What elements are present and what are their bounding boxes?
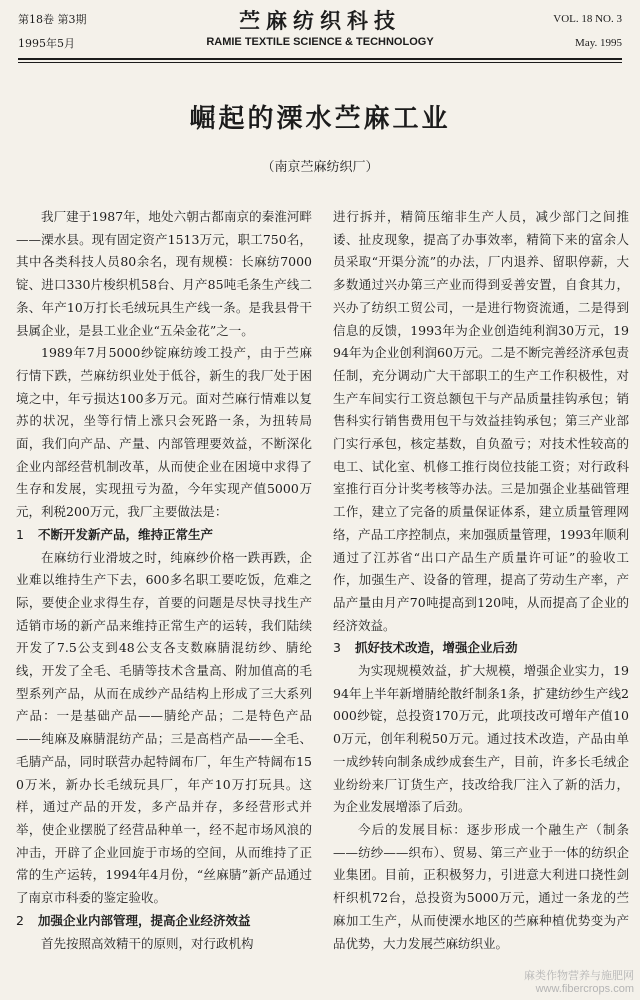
watermark-site-name: 麻类作物营养与施肥网 xyxy=(524,970,634,982)
section-heading xyxy=(333,637,629,660)
section-heading-text: 抓好技术改造，增强企业后劲 xyxy=(355,640,518,656)
volume-issue-en: VOL. 18 NO. 3 xyxy=(553,13,622,25)
header-rule-thin xyxy=(18,62,622,63)
article-column-right xyxy=(333,206,629,955)
body-paragraph: 我厂建于1987年，地处六朝古都南京的秦淮河畔——溧水县。现有固定资产1513万元，职工750名，其中各类科技人员80余名，现有规模：长麻纺7000锭、进口330片梭织机58台、月产85吨毛条生产线二条、年产10万打长毛绒玩具生产线一条。是我县骨干县属企业，是县工业企业“五朵金花”之一。 xyxy=(16,209,312,338)
body-paragraph: 今后的发展目标：逐步形成一个融生产（制条——纺纱——织布）、贸易、第三产业于一体的纺织企业集团。目前，正积极努力，引进意大利进口挠性剑杆织机72台，总投资为5000万元，通过一条龙的苎麻加工生产，从而使溧水地区的苎麻种植优势变为产品优势，大力发展苎麻纺织业。 xyxy=(333,821,629,951)
article-author: （南京苎麻纺织厂） xyxy=(261,160,379,175)
body-paragraph: 进行拆并，精简压缩非生产人员，减少部门之间推诿、扯皮现象，提高了办事效率，精简下来的富余人员采取“开渠分流”的办法，厂内退养、留职停薪，大多数通过兴办第三产业而得到妥善安置，自食其力，兴办了纺织工贸公司，一是进行物资流通，二是得到信息的反馈，1993年为企业创造纯利润30万元，1994年为企业创利润60万元。二是不断完善经济承包责任制，充分调动广大干部职工的生产工作积极性，对生产车间实行工资总额包干与产品质量挂钩承包；销售科实行销售费用包干与效益挂钩承包；第三产业部门实行承包，核定基数，自负盈亏；对技术性较高的电工、试化室、机修工推行岗位技能工资；对行政科室推行百分计奖考核等办法。三是加强企业基础管理工作，建立了完备的质量保证体系，建立质量管理网络，产品工序控制点，来加强质量管理，1993年顺利通过了江苏省“出口产品生产质量许可证”的验收工作，加强生产、设备的管理，提高了劳动生产率，产品产量由月产70吨提高到120吨，从而提高了企业的经济效益。 xyxy=(333,209,629,633)
watermark-url: www.fibercrops.com xyxy=(535,983,634,995)
section-number: 1 xyxy=(16,526,24,542)
body-paragraph: 1989年7月5000纱锭麻纺竣工投产，由于苎麻行情下跌，苎麻纺织业处于低谷，新生的我厂处于困境之中，年亏损达100多万元。面对苎麻行情难以复苏的状况，坐等行情上涨只会死路一条，为扭转局面，我们向产品、产量、内部管理要效益，不断深化企业内部经营机制改革，从而使企业在困境中求得了生存和发展，实现扭亏为盈，今年实现产值5000万元，利税200万元，我厂主要做法是： xyxy=(16,345,312,520)
header-rule-thick xyxy=(18,58,622,60)
journal-header xyxy=(0,0,640,72)
journal-title-cn: 苎麻纺织科技 xyxy=(239,8,401,33)
section-heading-text: 加强企业内部管理，提高企业经济效益 xyxy=(38,912,251,928)
site-watermark xyxy=(524,970,634,996)
body-paragraph: 首先按照高效精干的原则，对行政机构 xyxy=(41,935,254,951)
section-heading xyxy=(16,910,312,933)
section-heading xyxy=(16,524,312,547)
body-paragraph: 为实现规模效益，扩大规模，增强企业实力，1994年上半年新增腈纶散纤制条1条，扩建纺纱生产线2000纱锭，总投资170万元，此项技改可增年产值100万元，创年利税50万元。通过技术改造，产品由单一成纱转向制条成纱成套生产，目前，许多长毛绒企业纷纷来厂订货生产，技改给我厂注入了新的活力，为企业发展增添了后劲。 xyxy=(333,663,629,815)
issue-date-cn: 1995年5月 xyxy=(18,37,75,50)
section-heading-text: 不断开发新产品，维持正常生产 xyxy=(38,526,214,542)
article-column-left xyxy=(16,206,312,955)
volume-issue-cn: 第18卷 第3期 xyxy=(18,13,87,26)
section-number: 3 xyxy=(333,640,341,656)
issue-date-en: May. 1995 xyxy=(575,37,622,49)
section-number: 2 xyxy=(16,912,24,928)
journal-title-en: RAMIE TEXTILE SCIENCE & TECHNOLOGY xyxy=(206,36,434,48)
article-title: 崛起的溧水苎麻工业 xyxy=(189,104,451,134)
body-paragraph: 在麻纺行业滑坡之时，纯麻纱价格一跌再跌，企业难以维持生产下去，600多名职工要吃饭，危难之际，要使企业求得生存，首要的问题是尽快寻找生产适销市场的新产品来维持正常生产的运转，我们陆续开发了7.5公支到48公支各支数麻腈混纺纱、腈纶线，开发了全毛、毛腈等技术含量高、附加值高的毛型系列产品，从而在成纱产品结构上形成了三大系列产品：一是基础产品——腈纶产品；二是特色产品——纯麻及麻腈混纺产品；三是高档产品——全毛、毛腈产品，同时联营办起特阔布厂，年生产特阔布150万米，新办长毛绒玩具厂，年产10万打玩具。这样，通过产品的开发，多产品并存，多经营形式并举，使企业摆脱了经营品种单一，经不起市场风浪的冲击，开辟了企业回旋于市场的空间，从而维持了正常的生产运转，1994年4月份，“丝麻腈”新产品通过了南京市科委的鉴定验收。 xyxy=(16,549,312,906)
